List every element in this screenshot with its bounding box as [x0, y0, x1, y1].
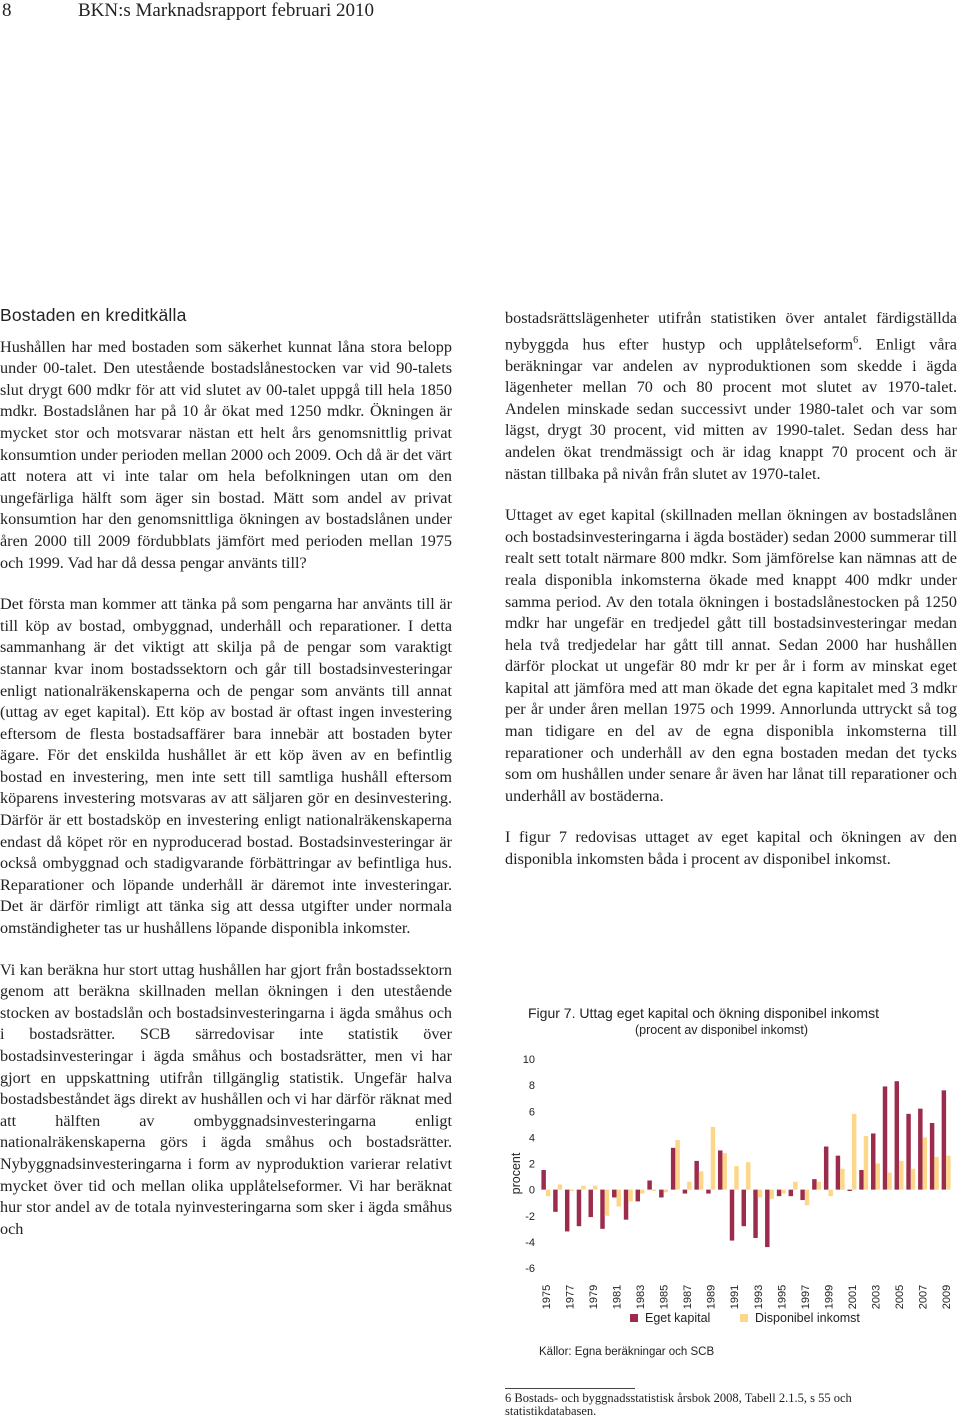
footnote-rule: [505, 1388, 635, 1389]
bar-eget-kapital: [942, 1090, 946, 1189]
legend-label: Disponibel inkomst: [755, 1311, 860, 1325]
bar-eget-kapital: [647, 1180, 651, 1189]
bar-disponibel-inkomst: [640, 1190, 644, 1194]
bar-eget-kapital: [718, 1150, 722, 1189]
bar-eget-kapital: [800, 1190, 804, 1200]
bar-eget-kapital: [624, 1190, 628, 1220]
bar-eget-kapital: [906, 1114, 910, 1190]
x-tick-label: 1987: [682, 1284, 695, 1310]
bar-eget-kapital: [600, 1190, 604, 1229]
bar-disponibel-inkomst: [899, 1161, 903, 1190]
right-paragraph-1: [505, 308, 957, 485]
bar-eget-kapital: [871, 1133, 875, 1189]
legend-swatch: [630, 1314, 638, 1322]
bar-disponibel-inkomst: [840, 1169, 844, 1190]
bar-eget-kapital: [847, 1190, 851, 1191]
running-title: BKN:s Marknadsrapport februari 2010: [78, 0, 375, 21]
bar-eget-kapital: [577, 1190, 581, 1227]
bar-chart: [505, 1000, 960, 1370]
y-axis-label: procent: [509, 1152, 523, 1195]
bar-eget-kapital: [742, 1190, 746, 1227]
x-tick-label: 2001: [846, 1284, 859, 1310]
bar-eget-kapital: [930, 1123, 934, 1190]
bar-disponibel-inkomst: [558, 1184, 562, 1189]
left-paragraph-3: Vi kan beräkna hur stort uttag hushållen har gjort från bostadssektorn genom att beräkna skillnaden mellan ökningen i den utestående stocken av bostadslån och bostadsinvesteringarna i ägda småhus och i bostadsrätter. SCB särredovisar inte statistik över bostadsinvesteringar i ägda småhus och bostadsrätter, men vi har gjort en uppskattning utifrån tillgänglig statistik. Ungefär halva bostadsbeståndet ägs direkt av hushållen och vi har därför räknat med att hälften av ombyggnadsinvesteringarna enligt nationalräkenskaperna görs i ägda småhus och bostadsrätter. Nybyggnadsinvesteringarna i form av nyproduktion varierar relativt mycket över tid och mellan olika upplåtelseformer. Vi har beräknat hur stor andel av de totala nyinvesteringarna som sker i ägda småhus och: [0, 960, 452, 1238]
y-tick-label: -6: [525, 1263, 535, 1275]
bar-eget-kapital: [659, 1190, 663, 1198]
right-column: [505, 308, 957, 891]
footnote: 6 Bostads- och byggnadsstatistisk årsbok 2008, Tabell 2.1.5, s 55 och statistikdatabasen.: [505, 1391, 852, 1418]
figure-title: Figur 7. Uttag eget kapital och ökning disponibel inkomst: [528, 1005, 879, 1021]
legend-label: Eget kapital: [645, 1311, 711, 1325]
figure-7: [505, 1000, 960, 1370]
bar-disponibel-inkomst: [546, 1190, 550, 1197]
bar-eget-kapital: [883, 1086, 887, 1189]
y-tick-label: 2: [528, 1158, 535, 1171]
bar-disponibel-inkomst: [746, 1162, 750, 1189]
y-tick-label: 8: [528, 1080, 535, 1093]
bar-disponibel-inkomst: [687, 1182, 691, 1190]
x-tick-label: 2009: [941, 1284, 954, 1310]
bar-eget-kapital: [706, 1190, 710, 1194]
bar-disponibel-inkomst: [664, 1190, 668, 1193]
bar-disponibel-inkomst: [711, 1127, 715, 1190]
x-tick-label: 1991: [729, 1284, 742, 1310]
bar-disponibel-inkomst: [887, 1173, 891, 1190]
x-tick-label: 1993: [752, 1284, 765, 1310]
bar-disponibel-inkomst: [675, 1140, 679, 1190]
bar-eget-kapital: [730, 1190, 734, 1241]
bar-disponibel-inkomst: [793, 1182, 797, 1190]
bar-eget-kapital: [789, 1190, 793, 1197]
right-paragraph-2: Uttaget av eget kapital (skillnaden mellan ökningen av bostadslånen och bostadsinvesteringarna i ägda bostäder) sedan 2000 summerar till realt sett totalt närmare 800 mdkr. Som jämförelse kan nämnas att de reala disponibla inkomsterna ökade med knappt 400 mdkr under samma period. Av den totala ökningen i bostadslånestocken på 1250 mdkr har ungefär en tredjedel gått till bostadsinvesteringar medan hela två tredjedelar har gått till annat. Sedan 2000 har hushållen därför plockat ut ungefär 80 mdr kr per år i form av minskat eget kapital att jämföra med att man ökade det egna kapitalet med 3 mdkr per år under åren mellan 1975 och 1999. Annorlunda uttryckt så tog man tidigare en del av de egna disponibla inkomsterna till reparationer och underhåll av den egna bostaden medan det tycks som om hushållen under senare år även har lånat till reparationer och underhåll av bostäderna.: [505, 506, 957, 805]
x-tick-label: 1985: [658, 1284, 671, 1310]
bar-disponibel-inkomst: [817, 1182, 821, 1190]
page-number: 8: [2, 0, 12, 21]
right-paragraph-3: I figur 7 redovisas uttaget av eget kapital och ökningen av den disponibla inkomsten båda i procent av disponibel inkomst.: [505, 828, 957, 869]
section-heading: Bostaden en kreditkälla: [0, 305, 187, 325]
x-tick-label: 2007: [917, 1284, 930, 1310]
bar-disponibel-inkomst: [864, 1136, 868, 1190]
bar-eget-kapital: [918, 1109, 922, 1190]
bar-eget-kapital: [765, 1190, 769, 1247]
bar-disponibel-inkomst: [593, 1186, 597, 1190]
right-paragraph-1-end: . Enligt våra beräkningar var andelen av nyproduktionen som skedde i ägda lägenheter mellan 70 och 80 procent mot slutet av 1970-talet. Andelen minskade sedan successivt under 1980-talet och var som lägst, drygt 30 procent, vid mitten av 1990-talet. Sedan dess har andelen ökat trendmässigt och är idag knappt 70 procent och är nästan tillbaka på nivån från slutet av 1970-talet.: [505, 334, 957, 483]
x-tick-label: 1999: [823, 1284, 836, 1310]
bar-disponibel-inkomst: [652, 1190, 656, 1191]
y-tick-label: 0: [528, 1184, 535, 1197]
bar-disponibel-inkomst: [875, 1164, 879, 1190]
left-column: [0, 305, 452, 1260]
bar-eget-kapital: [895, 1081, 899, 1189]
bar-eget-kapital: [836, 1156, 840, 1190]
y-tick-label: 6: [528, 1106, 535, 1119]
bar-eget-kapital: [612, 1190, 616, 1198]
x-tick-label: 1989: [705, 1284, 718, 1310]
bar-disponibel-inkomst: [805, 1190, 809, 1206]
bar-eget-kapital: [824, 1147, 828, 1190]
bar-disponibel-inkomst: [722, 1153, 726, 1190]
bar-disponibel-inkomst: [934, 1157, 938, 1190]
bar-eget-kapital: [859, 1170, 863, 1190]
left-paragraph-2: Det första man kommer att tänka på som pengarna har använts till är till köp av bostad, ombyggnad, underhåll och reparationer. I detta sammanhang är det viktigt att skilja på de pengar som varaktigt stannar kvar inom bostadssektorn och går till bostadsinvesteringar enligt nationalräkenskaperna och de pengar som använts till annat (uttag av eget kapital). Ett köp av bostad är oftast ingen investering eftersom de flesta bostadsaffärer bara innebär att bostaden byter ägare. För det enskilda hushållet är ett köp även av en befintlig bostad en investering, men inte sett till samtliga hushåll eftersom köparens investering motsvaras av att säljaren gör en desinvestering. Därför är ett bostadsköp en investering enligt nationalräkenskaperna endast då köpet rör en nyproducerad bostad. Bostadsinvesteringar är också ombyggnad och stadigvarande förbättringar av befintliga hus. Reparationer och löpande underhåll är däremot inte investeringar. Det är därför rimligt att tänka sig att dessa utgifter under normala omständigheter tas ur hushållens löpande disponibla inkomster.: [0, 595, 452, 938]
bar-disponibel-inkomst: [617, 1190, 621, 1207]
bar-disponibel-inkomst: [911, 1169, 915, 1190]
bar-disponibel-inkomst: [628, 1190, 632, 1202]
right-paragraph-1-start: bostadsrättslägenheter utifrån statistiken över antalet färdigställda nybyggda hus efter hustyp och upplåtelseform: [505, 309, 957, 353]
bar-disponibel-inkomst: [734, 1166, 738, 1190]
x-tick-label: 1981: [611, 1284, 624, 1310]
bar-disponibel-inkomst: [569, 1190, 573, 1191]
bar-disponibel-inkomst: [770, 1190, 774, 1199]
bar-disponibel-inkomst: [946, 1156, 950, 1190]
x-tick-label: 1977: [564, 1284, 577, 1310]
bar-disponibel-inkomst: [923, 1137, 927, 1189]
bar-eget-kapital: [694, 1161, 698, 1190]
bar-eget-kapital: [636, 1190, 640, 1202]
bar-disponibel-inkomst: [605, 1190, 609, 1216]
bar-eget-kapital: [565, 1190, 569, 1232]
bar-eget-kapital: [553, 1190, 557, 1212]
bar-disponibel-inkomst: [852, 1114, 856, 1190]
y-tick-label: -4: [525, 1236, 535, 1249]
bar-eget-kapital: [777, 1190, 781, 1197]
bar-disponibel-inkomst: [699, 1171, 703, 1189]
bar-eget-kapital: [683, 1190, 687, 1194]
x-tick-label: 1979: [587, 1284, 600, 1310]
x-tick-label: 2005: [894, 1284, 907, 1310]
x-tick-label: 1995: [776, 1284, 789, 1310]
bar-eget-kapital: [753, 1190, 757, 1238]
figure-source: Källor: Egna beräkningar och SCB: [539, 1346, 715, 1358]
x-tick-label: 1983: [635, 1284, 648, 1310]
x-tick-label: 1997: [799, 1284, 812, 1310]
y-tick-label: 4: [528, 1132, 535, 1145]
legend-swatch: [740, 1314, 748, 1322]
y-tick-label: 10: [522, 1054, 535, 1066]
bar-disponibel-inkomst: [828, 1190, 832, 1197]
x-tick-label: 2003: [870, 1284, 883, 1310]
bar-disponibel-inkomst: [581, 1186, 585, 1190]
bar-eget-kapital: [589, 1190, 593, 1217]
left-paragraph-1: Hushållen har med bostaden som säkerhet kunnat låna stora belopp under 00-talet. Den utestående bostadslånestocken var vid 90-talets slut drygt 600 mdkr för att vid slutet av 00-talet uppgå till hela 1850 mdkr. Bostadslånen har på 10 år ökat med 1250 mdkr. Ökningen är mycket stor och motsvarar nästan ett helt års genomsnittlig privat konsumtion under perioden mellan 2000 och 2009. Och då är det värt att notera att vi inte talar om hela befolkningen utan om den ungefärliga hälft som äger sin bostad. Mätt som andel av privat konsumtion har den genomsnittliga ökningen av bostadslånen under åren 2000 till 2009 fördubblats jämfört med perioden mellan 1975 och 1999. Vad har då dessa pengar använts till?: [0, 337, 452, 572]
figure-subtitle: (procent av disponibel inkomst): [635, 1023, 808, 1037]
bar-eget-kapital: [671, 1148, 675, 1190]
x-tick-label: 1975: [540, 1284, 553, 1310]
footnote-ref[interactable]: 6: [853, 334, 859, 346]
bar-disponibel-inkomst: [781, 1190, 785, 1194]
y-tick-label: -2: [525, 1210, 535, 1223]
bar-disponibel-inkomst: [758, 1190, 762, 1198]
bar-eget-kapital: [541, 1170, 545, 1190]
bar-eget-kapital: [812, 1179, 816, 1189]
